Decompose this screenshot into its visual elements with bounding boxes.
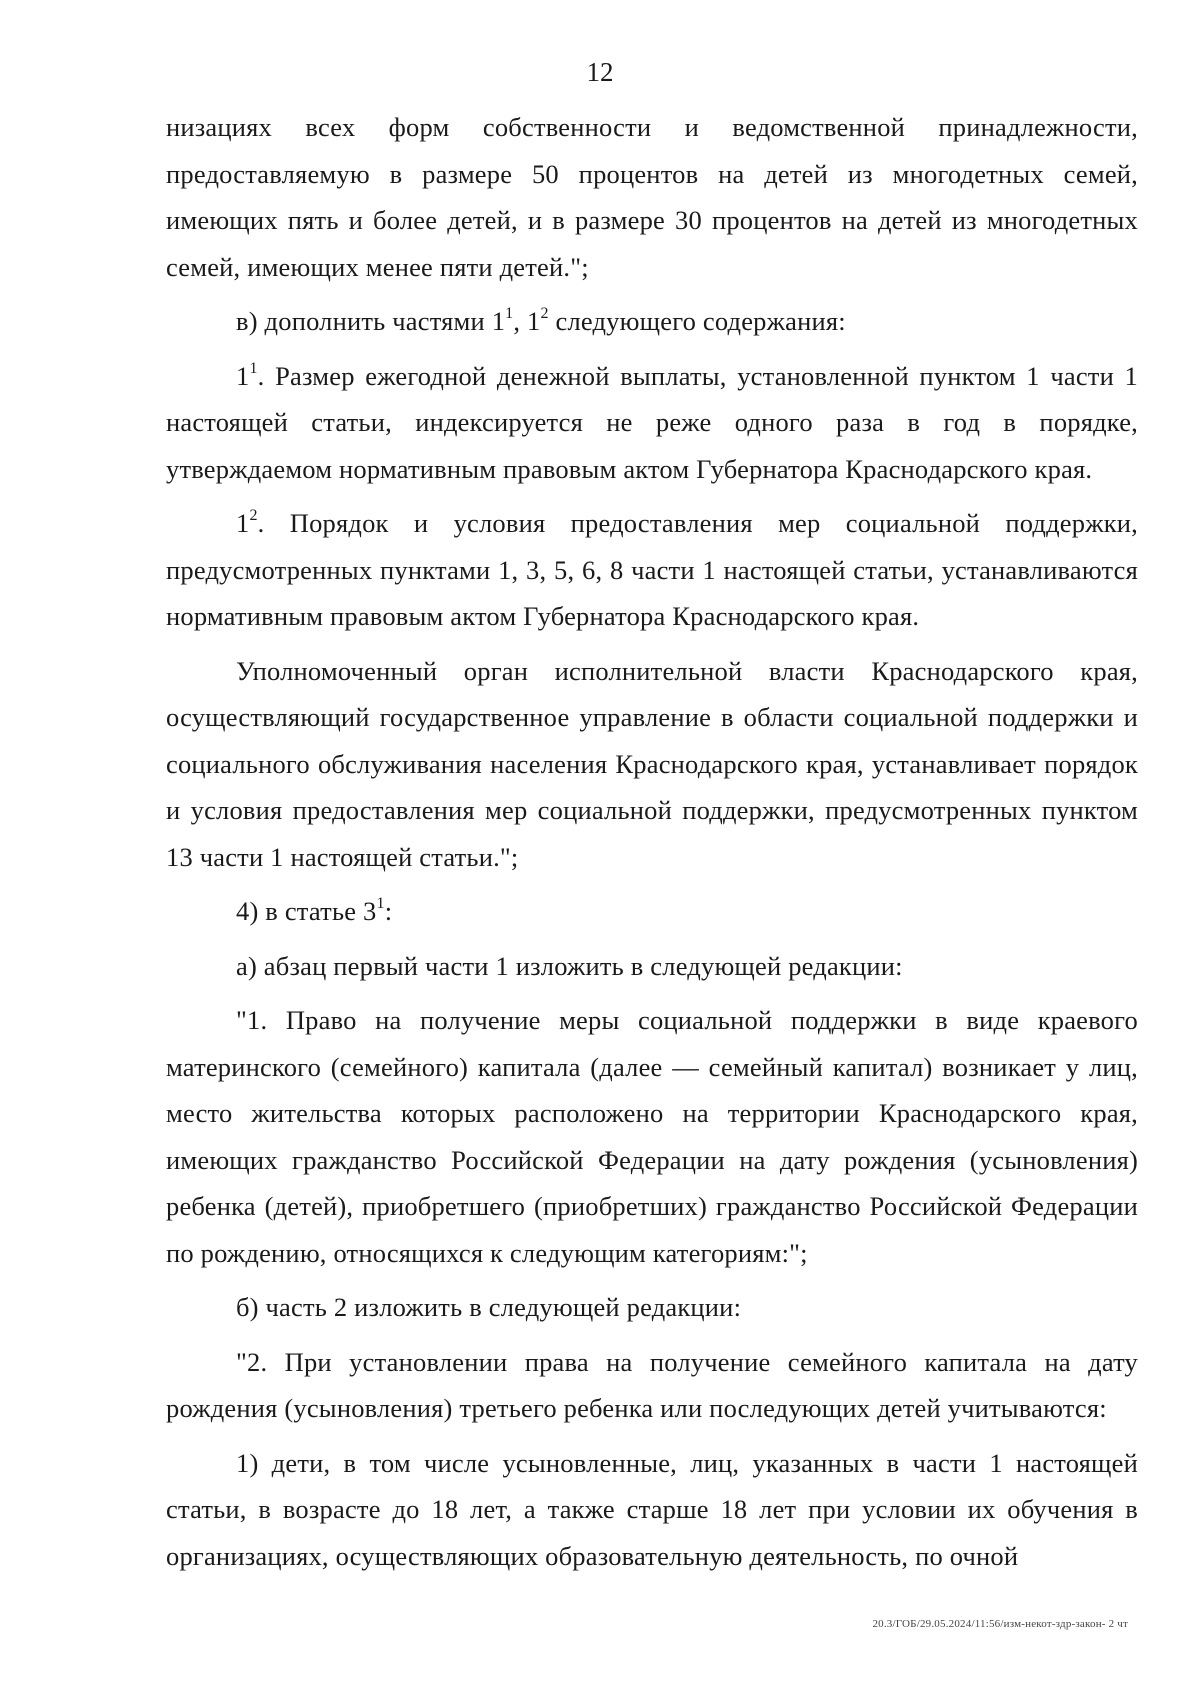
paragraph-text: . Порядок и условия предоставления мер социальной поддержки, предусмотренных пунктами 1, 3, 5, 6, 8 части 1 настоящей статьи, устанавливаются нормативным правовым актом Губернатора Краснодарского края. xyxy=(166,508,1138,631)
page-number: 12 xyxy=(586,57,614,87)
paragraph-text: . Размер ежегодной денежной выплаты, установленной пунктом 1 части 1 настоящей статьи, индексируется не реже одного раза в год в порядке, утверждаемом нормативным правовым актом Губернатора Краснодарского края. xyxy=(166,360,1138,484)
superscript: 1 xyxy=(249,359,258,377)
paragraph-add-parts xyxy=(166,298,1138,345)
text-fragment: , 1 xyxy=(513,306,541,336)
paragraph-item-1: 1) дети, в том числе усыновленные, лиц, указанных в части 1 настоящей статьи, в возрасте до 18 лет, а также старше 18 лет при условии их обучения в организациях, осуществляющих образовательную деятельность, по очной xyxy=(166,1447,1138,1571)
paragraph-part-1-1 xyxy=(166,353,1138,493)
document-body xyxy=(166,104,1138,1579)
paragraph-part-1-2 xyxy=(166,500,1138,640)
paragraph-subitem-b: б) часть 2 изложить в следующей редакции: xyxy=(236,1292,742,1322)
superscript: 1 xyxy=(376,895,385,912)
document-footer-code: 20.3/ГОБ/29.05.2024/11:56/изм-некот-здр-закон- 2 чт xyxy=(872,1618,1128,1630)
text-fragment: 4) в статье 3 xyxy=(236,896,377,926)
paragraph-subitem-a: а) абзац первый части 1 изложить в следующей редакции: xyxy=(236,950,903,981)
paragraph-continuation: низациях всех форм собственности и ведомственной принадлежности, предоставляемую в размере 50 процентов на детей из многодетных семей, имеющих пять и более детей, и в размере 30 процентов на детей из многодетных семей, имеющих менее пяти детей."; xyxy=(166,112,1138,282)
superscript: 2 xyxy=(540,305,549,322)
paragraph-authorized-body: Уполномоченный орган исполнительной власти Краснодарского края, осуществляющий государственное управление в области социальной поддержки и социального обслуживания населения Краснодарского края, устанавливает порядок и условия предоставления мер социальной поддержки, предусмотренных пунктом 13 части 1 настоящей статьи."; xyxy=(166,655,1138,872)
text-fragment: следующего содержания: xyxy=(548,306,846,336)
paragraph-part-2: "2. При установлении права на получение семейного капитала на дату рождения (усыновления) третьего ребенка или последующих детей учитываются: xyxy=(166,1346,1138,1423)
part-number: 1 xyxy=(236,360,250,391)
part-number: 1 xyxy=(236,508,250,538)
superscript: 2 xyxy=(249,507,258,524)
text-fragment: : xyxy=(384,896,393,926)
paragraph-article-3-1 xyxy=(166,888,1138,935)
superscript: 1 xyxy=(505,305,514,322)
text-fragment: в) дополнить частями 1 xyxy=(236,306,506,336)
paragraph-family-capital-right: "1. Право на получение меры социальной поддержки в виде краевого материнского (семейного) капитала (далее — семейный капитал) возникает у лиц, место жительства которых расположено на территории Краснодарского края, имеющих гражданство Российской Федерации на дату рождения (усыновления) ребенка (детей), приобретшего (приобретших) гражданство Российской Федерации по рождению, относящихся к следующим категориям:"; xyxy=(166,1005,1138,1268)
